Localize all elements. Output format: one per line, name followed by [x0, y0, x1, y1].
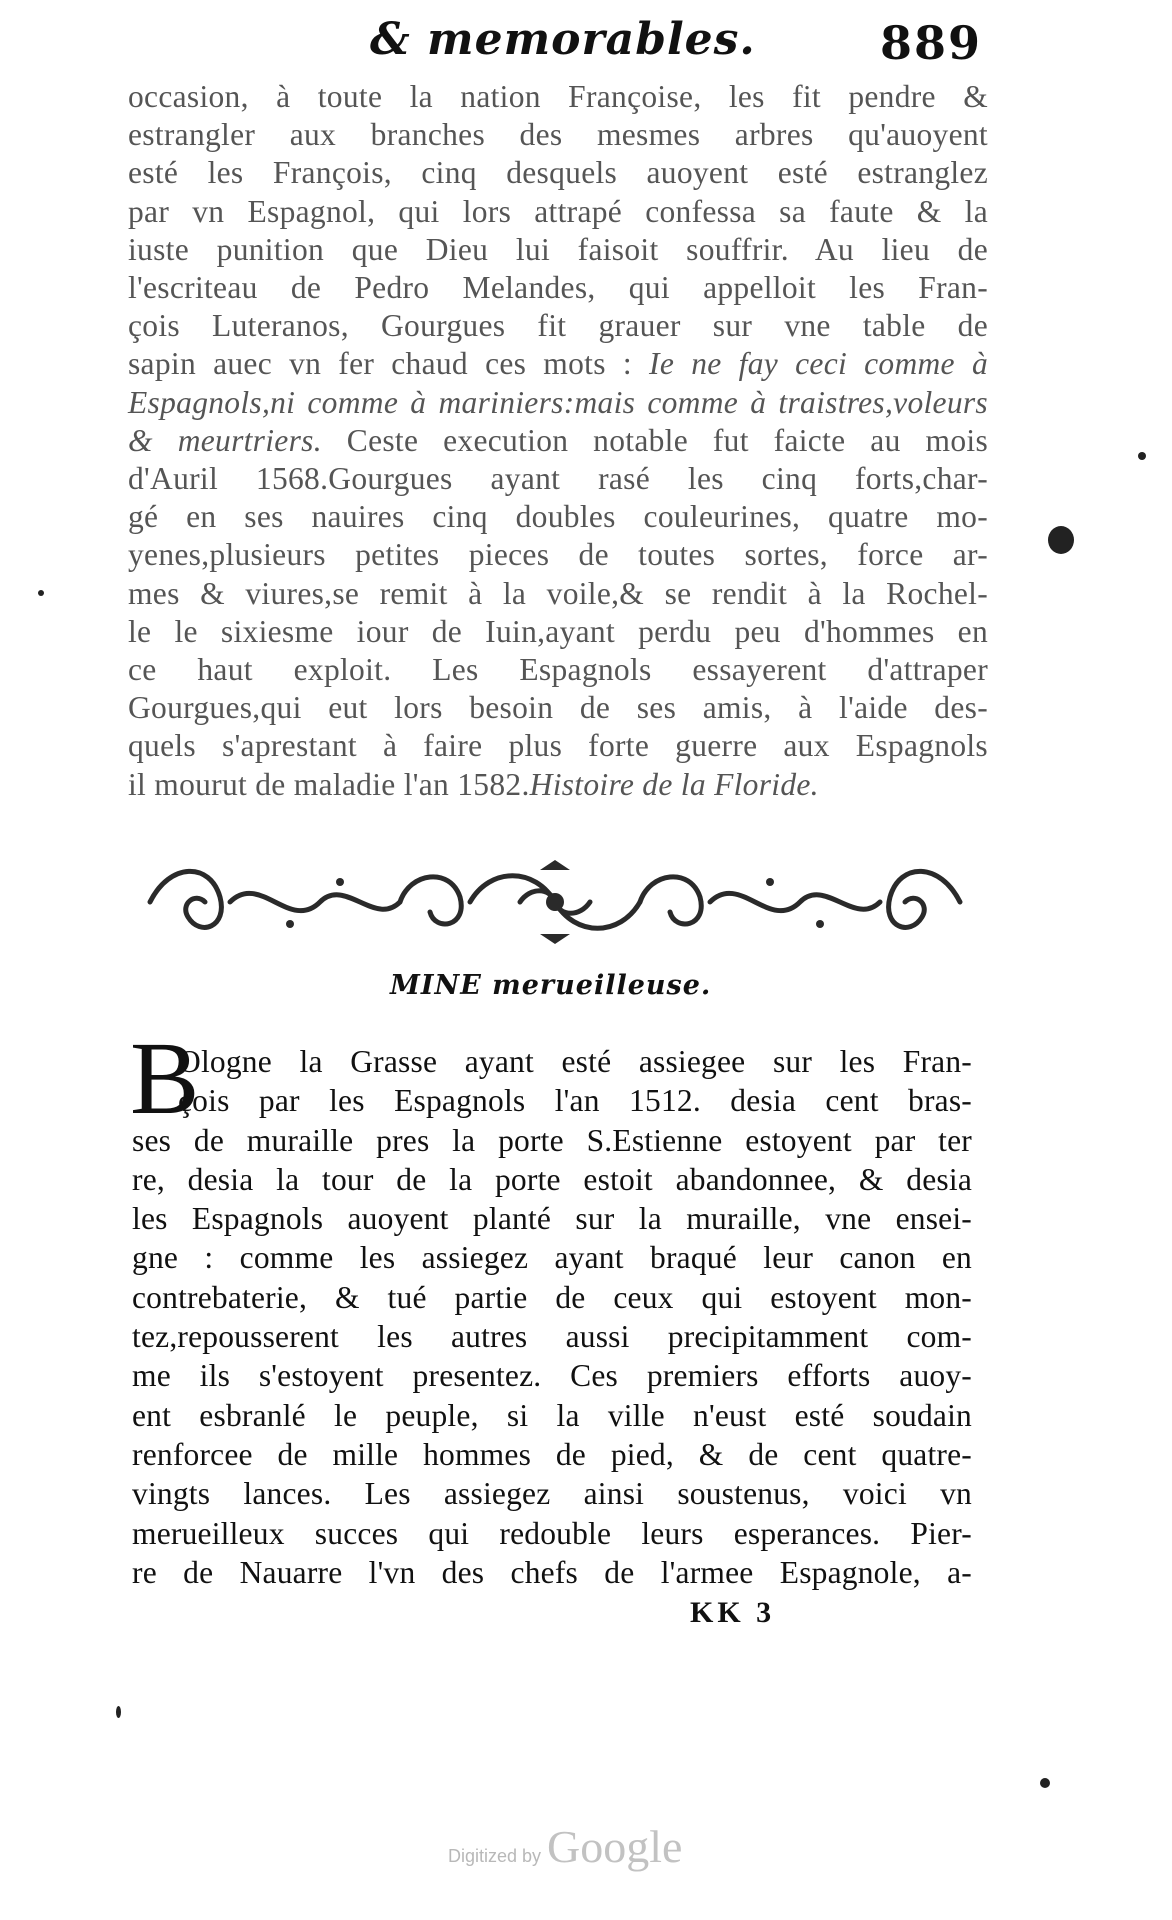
section-title: MINE merueilleuse. — [390, 970, 712, 1001]
google-watermark — [448, 1820, 682, 1873]
text-line: iuste punition que Dieu lui faisoit souffrir. Au lieu de — [128, 231, 988, 267]
text-line-mixed — [128, 422, 988, 460]
text-line: re de Nauarre l'vn des chefs de l'armee Espagnole, a- — [132, 1554, 972, 1590]
text-line: merueilleux succes qui redouble leurs esperances. Pier- — [132, 1515, 972, 1551]
text-line-mixed — [128, 766, 988, 804]
text-line: ent esbranlé le peuple, si la ville n'eust esté soudain — [132, 1397, 972, 1433]
text-segment: il mourut de maladie l'an 1582. — [128, 766, 530, 802]
text-line: vingts lances. Les assiegez ainsi soustenus, voici vn — [132, 1476, 972, 1512]
ink-speck — [38, 590, 44, 596]
signature-mark: KK 3 — [690, 1596, 776, 1629]
text-line: le le sixiesme iour de Iuin,ayant perdu peu d'hommes en — [128, 613, 988, 649]
italic-quote: Ie ne fay ceci comme à — [649, 346, 988, 382]
ink-speck — [1138, 452, 1146, 460]
ink-speck — [116, 1706, 121, 1718]
watermark-prefix: Digitized by — [448, 1846, 542, 1866]
text-line: d'Auril 1568.Gourgues ayant rasé les cinq forts,char- — [128, 461, 988, 497]
lower-paragraph — [132, 1042, 972, 1592]
text-line-italic — [128, 384, 988, 422]
text-line: les Espagnols auoyent planté sur la muraille, vne ensei- — [132, 1201, 972, 1237]
text-line: l'escriteau de Pedro Melandes, qui appelloit les Fran- — [128, 270, 988, 306]
text-line: ce haut exploit. Les Espagnols essayerent d'attraper — [128, 652, 988, 688]
text-line: çois Luteranos, Gourgues fit grauer sur vne table de — [128, 308, 988, 344]
text-line: contrebaterie, & tué partie de ceux qui estoyent mon- — [132, 1279, 972, 1315]
text-segment: sapin auec vn fer chaud ces mots : — [128, 346, 650, 382]
text-line: me ils s'estoyent presentez. Ces premiers efforts auoy- — [132, 1358, 972, 1394]
text-line: yenes,plusieurs petites pieces de toutes sortes, force ar- — [128, 537, 988, 573]
watermark-brand: Google — [547, 1821, 683, 1872]
text-line-mixed — [128, 345, 988, 383]
text-line: esté les François, cinq desquels auoyent esté estranglez — [128, 155, 988, 191]
source-citation: Histoire de la Floride. — [529, 766, 819, 802]
text-line: gé en ses nauires cinq doubles couleurines, quatre mo- — [128, 499, 988, 535]
page-number: 889 — [880, 16, 983, 70]
text-segment: Ceste execution notable fut faicte au mois — [321, 422, 988, 458]
italic-quote: & meurtriers. — [128, 422, 322, 458]
text-line: tez,repousserent les autres aussi precipitamment com- — [132, 1319, 972, 1355]
text-line: estrangler aux branches des mesmes arbres qu'auoyent — [128, 117, 988, 153]
text-line: occasion, à toute la nation Françoise, les fit pendre & — [128, 79, 988, 114]
text-line: mes & viures,se remit à la voile,& se rendit à la Rochel- — [128, 575, 988, 611]
ink-speck — [1040, 1778, 1050, 1788]
text-line: Ologne la Grasse ayant esté assiegee sur les Fran- — [178, 1044, 972, 1079]
upper-paragraph — [128, 78, 988, 804]
ornament-band-icon — [140, 852, 970, 952]
drop-cap: B — [130, 1021, 200, 1136]
text-line: renforcee de mille hommes de pied, & de cent quatre- — [132, 1436, 972, 1472]
text-line: re, desia la tour de la porte estoit abandonnee, & desia — [132, 1161, 972, 1197]
running-title: & memorables. — [370, 14, 756, 65]
ink-speck — [1048, 526, 1074, 554]
text-line: par vn Espagnol, qui lors attrapé confessa sa faute & la — [128, 193, 988, 229]
text-line: gne : comme les assiegez ayant braqué leur canon en — [132, 1240, 972, 1276]
italic-quote: Espagnols,ni comme à mariniers:mais comme à traistres,voleurs — [128, 384, 988, 420]
text-line: Gourgues,qui eut lors besoin de ses amis, à l'aide des- — [128, 690, 988, 726]
text-line: quels s'aprestant à faire plus forte guerre aux Espagnols — [128, 728, 988, 764]
text-line: ses de muraille pres la porte S.Estienne estoyent par ter — [132, 1122, 972, 1158]
text-line: çois par les Espagnols l'an 1512. desia cent bras- — [178, 1083, 972, 1119]
